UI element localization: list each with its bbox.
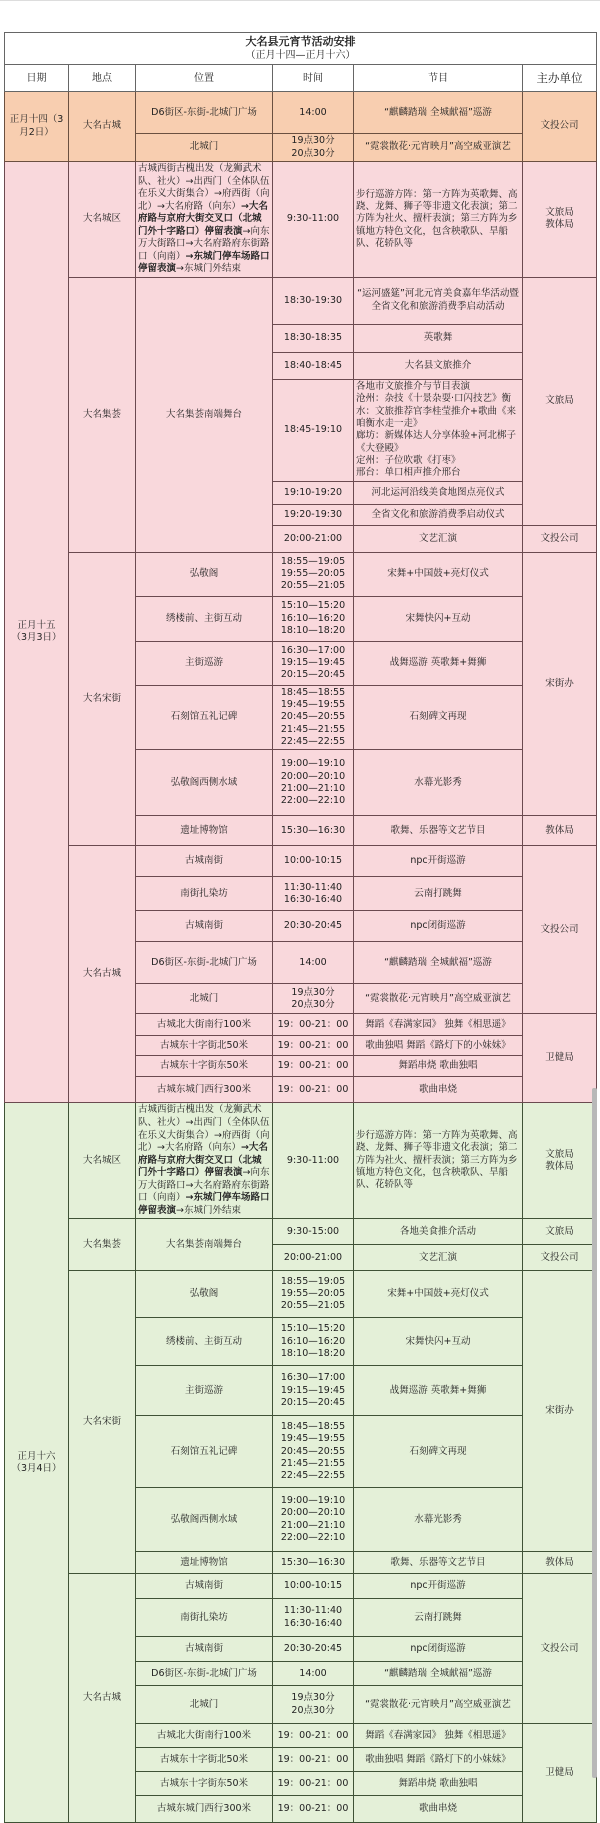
time-cell: 19:00—19:10 20:00—20:10 21:00—21:10 22:00—22:10	[273, 750, 354, 816]
location-cell: 弘敬阁	[136, 552, 273, 596]
venue-cell: 大名集荟	[69, 277, 136, 552]
header-venue: 地点	[69, 65, 136, 92]
time-cell: 19：00-21：00	[273, 1014, 354, 1036]
venue-cell: 大名古城	[69, 846, 136, 1103]
location-cell: 主街巡游	[136, 1366, 273, 1416]
program-cell: 宋舞快闪+互动	[354, 1318, 523, 1366]
time-cell: 19：00-21：00	[273, 1077, 354, 1103]
location-cell: 大名集荟南端舞台	[136, 1219, 273, 1271]
program-cell: npc闭街巡游	[354, 1637, 523, 1662]
program-cell: 石刻碑文再现	[354, 1416, 523, 1488]
program-cell: 文艺汇演	[354, 525, 523, 552]
program-cell: “霓裳散花·元宵映月”高空威亚演艺	[354, 984, 523, 1014]
time-cell: 19：00-21：00	[273, 1796, 354, 1823]
date-cell: 正月十五 （3月3日）	[5, 161, 69, 1103]
location-cell: 大名集荟南端舞台	[136, 277, 273, 552]
table-row	[5, 1574, 597, 1599]
location-cell: 古城南街	[136, 1637, 273, 1662]
venue-cell: 大名集荟	[69, 1219, 136, 1271]
table-row	[5, 1219, 597, 1245]
location-cell: 遗址博物馆	[136, 816, 273, 846]
time-cell: 19点30分 20点30分	[273, 1686, 354, 1724]
location-cell: 北城门	[136, 984, 273, 1014]
route-highlight: →东城门停车场路口停留表演	[138, 250, 270, 275]
organizer-cell: 文旅局 教体局	[523, 161, 597, 277]
location-cell: 绣楼前、主街互动	[136, 1318, 273, 1366]
location-cell: 绣楼前、主街互动	[136, 596, 273, 641]
time-cell: 18:30-18:35	[273, 324, 354, 352]
location-cell: 古城北大街南行100米	[136, 1724, 273, 1748]
top-divider	[0, 0, 600, 1]
table-row	[5, 1271, 597, 1318]
program-cell: “麒麟踏瑞 全城献福”巡游	[354, 942, 523, 984]
organizer-cell: 宋街办	[523, 552, 597, 816]
time-cell: 19：00-21：00	[273, 1748, 354, 1772]
time-cell: 19:00—19:10 20:00—20:10 21:00—21:10 22:00—22:10	[273, 1488, 354, 1552]
location-cell: 古城东十字街北50米	[136, 1036, 273, 1056]
table-subtitle: （正月十四—正月十六）	[245, 50, 356, 62]
program-cell: 水幕光影秀	[354, 750, 523, 816]
location-cell: 北城门	[136, 134, 273, 162]
venue-cell: 大名城区	[69, 1103, 136, 1219]
header-organizer: 主办单位	[523, 65, 597, 92]
route-highlight: →大名府路与京府大街交叉口（北城门外十字路口）停留表演	[138, 200, 268, 237]
location-cell: D6街区-东街-北城门广场	[136, 942, 273, 984]
organizer-cell: 文旅局	[523, 277, 597, 525]
program-cell: “霓裳散花·元宵映月”高空威亚演艺	[354, 134, 523, 162]
location-cell: D6街区-东街-北城门广场	[136, 92, 273, 134]
location-cell: 古城南街	[136, 1574, 273, 1599]
location-cell: 古城东城门西行300米	[136, 1796, 273, 1823]
location-cell: 石刻馆五礼记碑	[136, 685, 273, 750]
route-highlight: →大名府路与京府大街交叉口（北城门外十字路口）停留表演	[138, 1142, 268, 1179]
time-cell: 9:30-11:00	[273, 161, 354, 277]
venue-cell: 大名宋街	[69, 552, 136, 846]
time-cell: 18:30-19:30	[273, 277, 354, 324]
program-cell: “麒麟踏瑞 全城献福”巡游	[354, 1662, 523, 1686]
time-cell: 20:00-21:00	[273, 1245, 354, 1271]
organizer-cell: 教体局	[523, 816, 597, 846]
program-cell: 石刻碑文再现	[354, 685, 523, 750]
time-cell: 11:30-11:40 16:30-16:40	[273, 1599, 354, 1637]
program-cell: 战舞巡游 英歌舞+舞狮	[354, 1366, 523, 1416]
organizer-cell: 文旅局 教体局	[523, 1103, 597, 1219]
program-cell: 英歌舞	[354, 324, 523, 352]
route-text: 古城西街古槐出发（龙狮武术队、社火）→出西门（全体队伍在乐义大街集合）→府西街（向北）→大名府路（向东）	[138, 1104, 270, 1154]
table-row	[5, 846, 597, 877]
program-cell: 各地美食推介活动	[354, 1219, 523, 1245]
time-cell: 20:30-20:45	[273, 911, 354, 942]
program-cell: npc开街巡游	[354, 846, 523, 877]
program-cell: 歌曲独唱 舞蹈《路灯下的小妹妹》	[354, 1748, 523, 1772]
program-cell: 歌曲串烧	[354, 1077, 523, 1103]
time-cell: 10:00-10:15	[273, 846, 354, 877]
time-cell: 15:30—16:30	[273, 816, 354, 846]
program-cell: 舞蹈串烧 歌曲独唱	[354, 1056, 523, 1077]
location-cell: 遗址博物馆	[136, 1552, 273, 1574]
time-cell: 19：00-21：00	[273, 1772, 354, 1796]
organizer-cell: 文投公司	[523, 525, 597, 552]
time-cell: 15:30—16:30	[273, 1552, 354, 1574]
location-cell: 古城东十字街北50米	[136, 1748, 273, 1772]
header-location: 位置	[136, 65, 273, 92]
time-cell: 18:55—19:05 19:55—20:05 20:55—21:05	[273, 1271, 354, 1318]
time-cell: 9:30-11:00	[273, 1103, 354, 1219]
organizer-cell: 文投公司	[523, 1574, 597, 1724]
schedule-table	[4, 32, 597, 1823]
route-text: 古城西街古槐出发（龙狮武术队、社火）→出西门（全体队伍在乐义大街集合）→府西街（向北）→大名府路（向东）	[138, 162, 270, 212]
location-cell: 弘敬阁西侧水域	[136, 1488, 273, 1552]
location-cell: 弘敬阁西侧水域	[136, 750, 273, 816]
venue-cell: 大名宋街	[69, 1271, 136, 1574]
table-title-cell	[5, 33, 597, 65]
time-cell: 20:30-20:45	[273, 1637, 354, 1662]
header-row	[5, 65, 597, 92]
time-cell: 19点30分 20点30分	[273, 134, 354, 162]
header-time: 时间	[273, 65, 354, 92]
venue-cell: 大名古城	[69, 92, 136, 162]
organizer-cell: 教体局	[523, 1552, 597, 1574]
location-cell: 古城南街	[136, 846, 273, 877]
program-cell: 宋舞+中国鼓+亮灯仪式	[354, 552, 523, 596]
table-row	[5, 277, 597, 324]
program-cell: npc开街巡游	[354, 1574, 523, 1599]
time-cell: 19:10-19:20	[273, 481, 354, 504]
table-row	[5, 552, 597, 596]
route-text: →向东万大街路口→大名府路府东街路口（向南）	[138, 225, 270, 262]
program-cell: 舞蹈《春满家园》 独舞《相思遥》	[354, 1724, 523, 1748]
time-cell: 15:10—15:20 16:10—16:20 18:10—18:20	[273, 1318, 354, 1366]
location-cell: 弘敬阁	[136, 1271, 273, 1318]
location-cell: 古城东城门西行300米	[136, 1077, 273, 1103]
time-cell: 20:00-21:00	[273, 525, 354, 552]
program-cell: 水幕光影秀	[354, 1488, 523, 1552]
venue-cell: 大名城区	[69, 161, 136, 277]
location-cell: 主街巡游	[136, 641, 273, 685]
program-cell: 河北运河沿线美食地图点亮仪式	[354, 481, 523, 504]
program-cell: “麒麟踏瑞 全城献福”巡游	[354, 92, 523, 134]
program-cell: “霓裳散花·元宵映月”高空威亚演艺	[354, 1686, 523, 1724]
time-cell: 19：00-21：00	[273, 1724, 354, 1748]
time-cell: 16:30—17:00 19:15—19:45 20:15—20:45	[273, 1366, 354, 1416]
organizer-cell: 宋街办	[523, 1271, 597, 1552]
program-cell: 舞蹈《春满家园》 独舞《相思遥》	[354, 1014, 523, 1036]
time-cell: 19:20-19:30	[273, 504, 354, 525]
program-cell: 歌曲串烧	[354, 1796, 523, 1823]
program-cell: 步行巡游方阵：第一方阵为英歌舞、高跷、龙舞、狮子等非遗文化表演；第二方阵为社火、擅杆表演；第三方阵为乡镇地方特色文化，包含秧歌队、旱船队、花轿队等	[354, 1103, 523, 1219]
program-cell: 歌曲独唱 舞蹈《路灯下的小妹妹》	[354, 1036, 523, 1056]
time-cell: 9:30-15:00	[273, 1219, 354, 1245]
scrollbar[interactable]	[592, 1088, 597, 1778]
venue-cell: 大名古城	[69, 1574, 136, 1823]
organizer-cell: 文投公司	[523, 1245, 597, 1271]
location-cell: 古城东十字街东50米	[136, 1772, 273, 1796]
time-cell: 14:00	[273, 92, 354, 134]
program-cell: 文艺汇演	[354, 1245, 523, 1271]
table-row	[5, 1103, 597, 1219]
program-cell: 宋舞+中国鼓+亮灯仪式	[354, 1271, 523, 1318]
program-cell: 云南打跳舞	[354, 877, 523, 911]
time-cell: 14:00	[273, 1662, 354, 1686]
time-cell: 15:10—15:20 16:10—16:20 18:10—18:20	[273, 596, 354, 641]
route-text: →向东万大街路口→大名府路府东街路口（向南）	[138, 1167, 270, 1204]
program-cell: 云南打跳舞	[354, 1599, 523, 1637]
route-cell	[136, 1103, 273, 1219]
time-cell: 14:00	[273, 942, 354, 984]
program-cell: 宋舞快闪+互动	[354, 596, 523, 641]
time-cell: 18:45-19:10	[273, 379, 354, 481]
location-cell: 古城南街	[136, 911, 273, 942]
table-title: 大名县元宵节活动安排	[245, 35, 356, 48]
location-cell: D6街区-东街-北城门广场	[136, 1662, 273, 1686]
title-row	[5, 33, 597, 65]
program-cell: 步行巡游方阵：第一方阵为英歌舞、高跷、龙舞、狮子等非遗文化表演；第二方阵为社火、擅杆表演；第三方阵为乡镇地方特色文化，包含秧歌队、旱船队、花轿队等	[354, 161, 523, 277]
time-cell: 16:30—17:00 19:15—19:45 20:15—20:45	[273, 641, 354, 685]
organizer-cell: 卫健局	[523, 1724, 597, 1823]
table-row	[5, 161, 597, 277]
program-cell: 大名县文旅推介	[354, 352, 523, 379]
time-cell: 18:55—19:05 19:55—20:05 20:55—21:05	[273, 552, 354, 596]
organizer-cell: 文投公司	[523, 846, 597, 1014]
organizer-cell: 文旅局	[523, 1219, 597, 1245]
time-cell: 19点30分 20点30分	[273, 984, 354, 1014]
time-cell: 18:40-18:45	[273, 352, 354, 379]
route-text: →东城门外结束	[176, 1204, 241, 1216]
time-cell: 10:00-10:15	[273, 1574, 354, 1599]
program-cell: 舞蹈串烧 歌曲独唱	[354, 1772, 523, 1796]
location-cell: 古城北大街南行100米	[136, 1014, 273, 1036]
location-cell: 古城东十字街东50米	[136, 1056, 273, 1077]
location-cell: 石刻馆五礼记碑	[136, 1416, 273, 1488]
program-cell: 歌舞、乐器等文艺节目	[354, 816, 523, 846]
table-row	[5, 92, 597, 134]
time-cell: 18:45—18:55 19:45—19:55 20:45—20:55 21:45—21:55 22:45—22:55	[273, 1416, 354, 1488]
schedule-page	[4, 32, 596, 1823]
program-cell: npc闭街巡游	[354, 911, 523, 942]
program-cell: “运河盛筵”河北元宵美食嘉年华活动暨全省文化和旅游消费季启动活动	[354, 277, 523, 324]
location-cell: 南街扎染坊	[136, 877, 273, 911]
time-cell: 11:30-11:40 16:30-16:40	[273, 877, 354, 911]
route-text: →东城门外结束	[176, 263, 241, 275]
date-cell: 正月十四（3月2日）	[5, 92, 69, 162]
route-cell	[136, 161, 273, 277]
organizer-cell: 卫健局	[523, 1014, 597, 1103]
time-cell: 18:45—18:55 19:45—19:55 20:45—20:55 21:45—21:55 22:45—22:55	[273, 685, 354, 750]
program-cell: 全省文化和旅游消费季启动仪式	[354, 504, 523, 525]
header-date: 日期	[5, 65, 69, 92]
location-cell: 南街扎染坊	[136, 1599, 273, 1637]
time-cell: 19：00-21：00	[273, 1056, 354, 1077]
program-cell: 战舞巡游 英歌舞+舞狮	[354, 641, 523, 685]
time-cell: 19：00-21：00	[273, 1036, 354, 1056]
header-program: 节目	[354, 65, 523, 92]
organizer-cell: 文投公司	[523, 92, 597, 162]
location-cell: 北城门	[136, 1686, 273, 1724]
route-highlight: →东城门停车场路口停留表演	[138, 1192, 270, 1216]
program-cell: 歌舞、乐器等文艺节目	[354, 1552, 523, 1574]
date-cell: 正月十六 （3月4日）	[5, 1103, 69, 1823]
program-cell: 各地市文旅推介与节目表演 沧州：杂技《十景杂耍·口闪技艺》衡水：文旅推荐官李桂莹推介+歌曲《来咱衡水走一走》 廊坊：新媒体达人分享体验+河北梆子《大登殿》 定州：子位吹歌《打枣》 邢台：单口相声推介邢台	[354, 379, 523, 481]
